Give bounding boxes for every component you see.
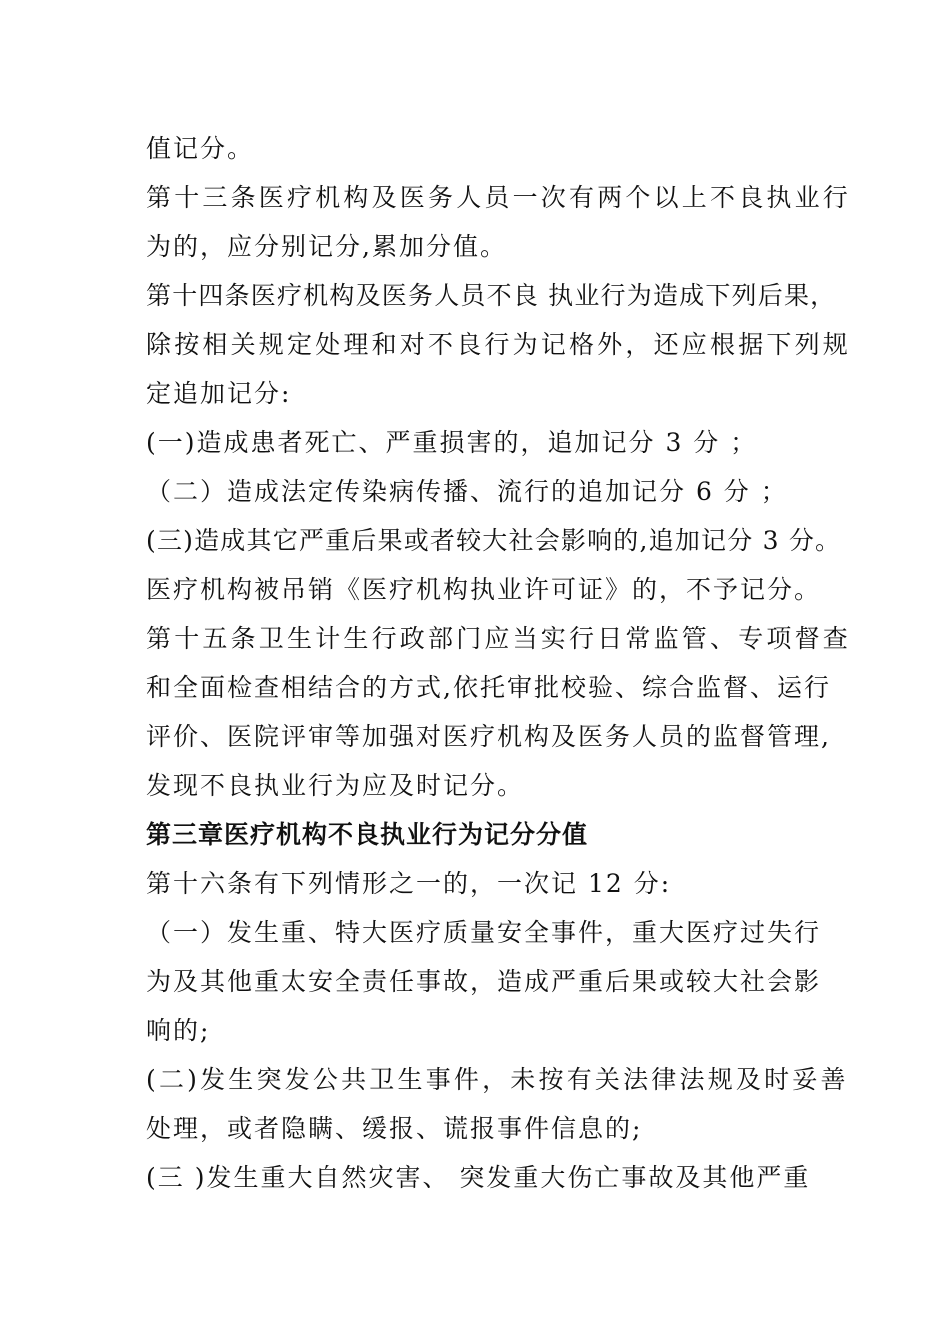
- text-line: (二)发生突发公共卫生事件，未按有关法律法规及时妥善: [146, 1065, 849, 1094]
- text-line: 发现不良执业行为应及时记分。: [146, 771, 525, 800]
- text-line: 医疗机构被吊销《医疗机构执业许可证》的，不予记分。: [146, 575, 822, 604]
- text-line: 和全面检查相结合的方式,依托审批校验、综合监督、运行: [146, 673, 831, 702]
- text-line: (一)造成患者死亡、严重损害的，追加记分 3 分 ；: [146, 428, 758, 457]
- text-line: 评价、医院评审等加强对医疗机构及医务人员的监督管理,: [146, 722, 831, 751]
- text-line: 除按相关规定处理和对不良行为记格外，还应根据下列规: [146, 330, 852, 359]
- document-body: [146, 124, 852, 1202]
- text-line: 响的;: [146, 1016, 211, 1045]
- text-line: 第十三条医疗机构及医务人员一次有两个以上不良执业行: [146, 183, 852, 212]
- text-line: 为及其他重太安全责任事故，造成严重后果或较大社会影: [146, 967, 822, 996]
- text-line: （一）发生重、特大医疗质量安全事件，重大医疗过失行: [146, 918, 822, 947]
- text-line: (三 )发生重大自然灾害、 突发重大伤亡事故及其他严重: [146, 1163, 811, 1192]
- text-line: （二）造成法定传染病传播、流行的追加记分 6 分 ；: [146, 477, 788, 506]
- text-line: 第十六条有下列情形之一的，一次记 12 分:: [146, 869, 672, 898]
- text-line: 为的，应分别记分,累加分值。: [146, 232, 507, 261]
- text-line: 处理，或者隐瞒、缓报、谎报事件信息的;: [146, 1114, 643, 1143]
- text-line: 第十五条卫生计生行政部门应当实行日常监管、专项督查: [146, 624, 852, 653]
- text-line: 第十四条医疗机构及医务人员不良 执业行为造成下列后果，: [146, 281, 837, 310]
- text-line: (三)造成其它严重后果或者较大社会影响的,追加记分 3 分。: [146, 526, 842, 555]
- chapter-heading: 第三章医疗机构不良执业行为记分分值: [146, 820, 589, 849]
- text-line: 值记分。: [146, 134, 255, 163]
- text-line: 定追加记分:: [146, 379, 292, 408]
